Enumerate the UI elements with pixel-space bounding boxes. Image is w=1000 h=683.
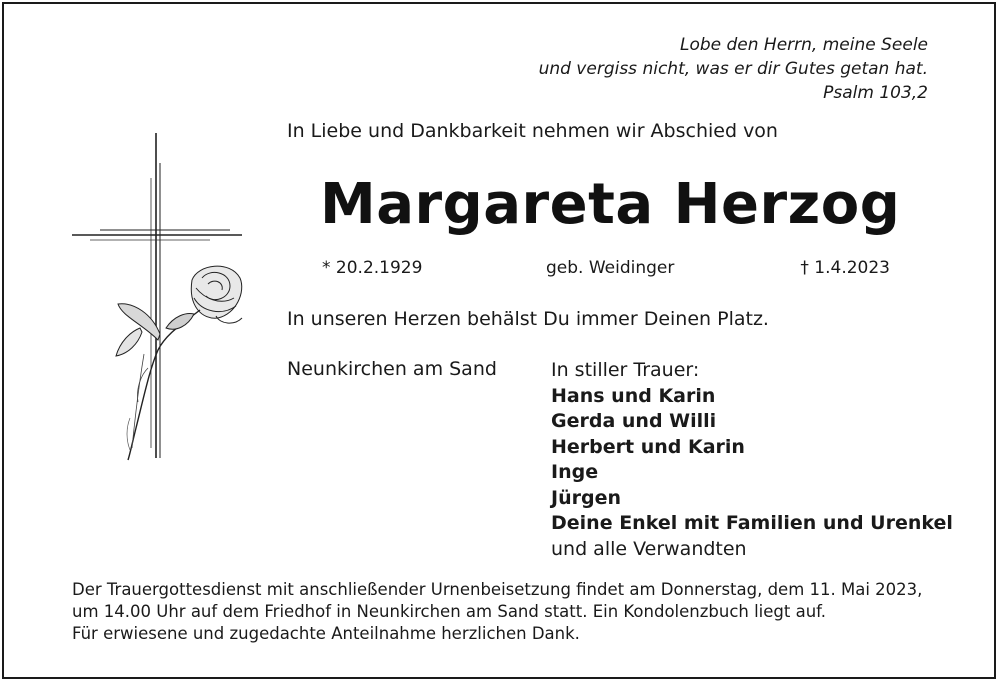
service-line-2: um 14.00 Uhr auf dem Friedhof in Neunkirchen am Sand statt. Ein Kondolenzbuch liegt auf. xyxy=(72,602,827,621)
cross-with-rose-icon xyxy=(70,128,245,464)
mourners-list xyxy=(551,358,953,562)
verse-line-2: und vergiss nicht, was er dir Gutes getan hat. xyxy=(538,59,928,79)
verse-line-1: Lobe den Herrn, meine Seele xyxy=(679,35,928,55)
mourner-entry: Gerda und Willi xyxy=(551,410,717,432)
service-line-3: Für erwiesene und zugedachte Anteilnahme herzlichen Dank. xyxy=(72,624,580,643)
mourners-lead: In stiller Trauer: xyxy=(551,359,700,381)
deceased-name: Margareta Herzog xyxy=(320,172,901,237)
mourner-entry: Herbert und Karin xyxy=(551,435,745,458)
service-line-1: Der Trauergottesdienst mit anschließender Urnenbeisetzung findet am Donnerstag, dem 11. Mai 2023, xyxy=(72,580,923,599)
mourner-entry: Deine Enkel mit Familien und Urenkel xyxy=(551,512,953,534)
maiden-name: geb. Weidinger xyxy=(546,258,675,278)
service-details xyxy=(72,579,927,645)
motto-line: In unseren Herzen behälst Du immer Deinen Platz. xyxy=(287,308,769,330)
birth-date: * 20.2.1929 xyxy=(322,258,423,278)
death-date: † 1.4.2023 xyxy=(800,258,890,278)
mourner-entry: Jürgen xyxy=(551,486,621,509)
intro-line: In Liebe und Dankbarkeit nehmen wir Abschied von xyxy=(287,120,778,142)
place-name: Neunkirchen am Sand xyxy=(287,358,497,380)
bible-verse xyxy=(539,33,928,105)
verse-reference: Psalm 103,2 xyxy=(823,83,928,103)
mourners-closing: und alle Verwandten xyxy=(551,537,747,560)
mourner-entry: Hans und Karin xyxy=(551,384,716,407)
mourner-entry: Inge xyxy=(551,461,599,483)
